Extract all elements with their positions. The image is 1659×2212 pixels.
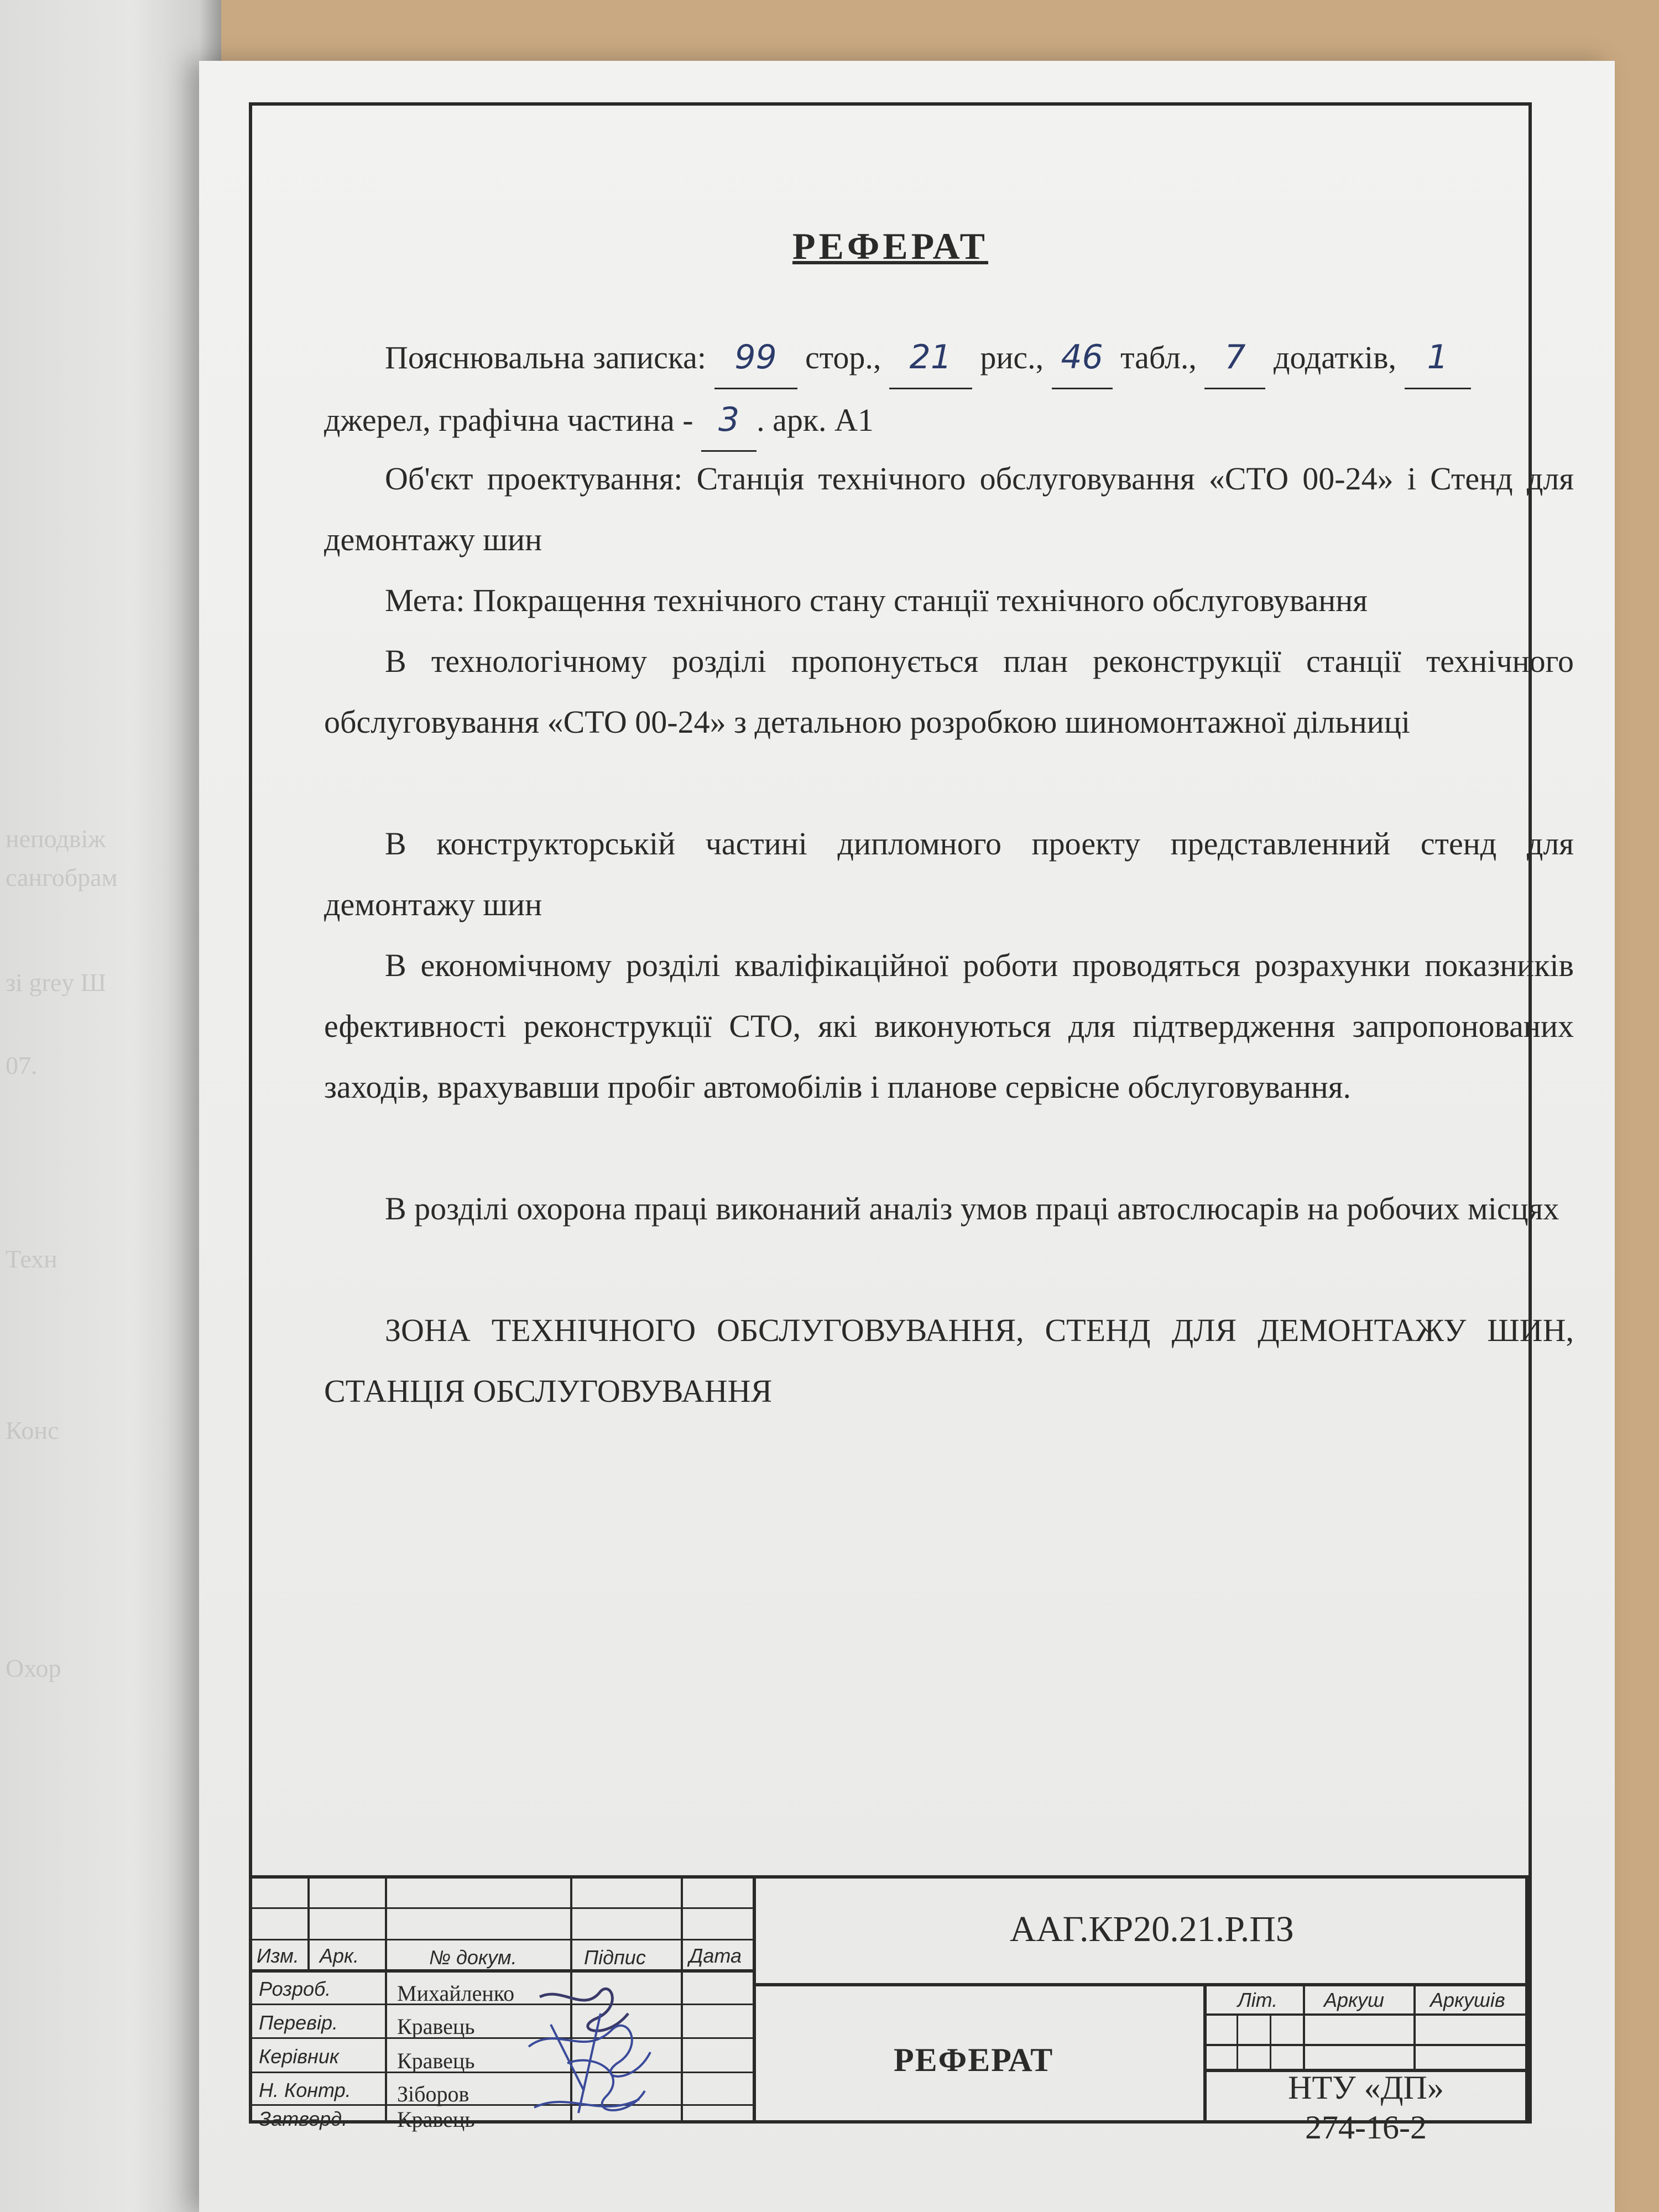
sheet-label: Аркуш — [1324, 1989, 1384, 2011]
block-title: РЕФЕРАТ — [894, 2042, 1054, 2078]
role-checker: Перевір. — [259, 2011, 338, 2034]
sheets-value: 3 — [701, 389, 757, 452]
role-approver: Затверд. — [259, 2107, 348, 2130]
lit-label: Літ. — [1238, 1989, 1278, 2011]
summary-prefix: Пояснювальна записка: — [385, 340, 706, 375]
sources-value: 1 — [1405, 327, 1471, 389]
figures-label: рис., — [980, 340, 1044, 375]
name-developer: Михайленко — [397, 1981, 515, 2006]
pages-value: 99 — [714, 327, 797, 389]
tables-value: 46 — [1052, 327, 1113, 389]
organization-code: 274-16-2 — [1305, 2109, 1427, 2146]
header-doc-no: № докум. — [429, 1946, 517, 1969]
economic-text: В економічному розділі кваліфікаційної роботи проводяться розрахунки показників ефективності реконструкції СТО, які виконуються для підтвердження запропонованих заходів, врахувавши пробіг автомобілів і планове сервісне обслуговування. — [324, 947, 1574, 1105]
sheets-count-label: Аркушів — [1430, 1989, 1505, 2011]
name-norm-control: Зіборов — [397, 2081, 469, 2106]
title-block — [252, 1875, 1528, 2146]
sheets-label: . арк. А1 — [757, 402, 874, 438]
economic-paragraph — [324, 935, 1574, 1118]
appendices-label: додатків, — [1273, 340, 1397, 375]
header-change: Изм. — [257, 1944, 299, 1967]
technological-text: В технологічному розділі пропонується план реконструкції станції технічного обслуговування «СТО 00-24» з детальною розробкою шиномонтажної дільниці — [324, 643, 1574, 740]
handwritten-signatures — [518, 1980, 672, 2124]
name-approver: Кравець — [397, 2107, 475, 2132]
technological-paragraph — [324, 631, 1574, 753]
goal-paragraph — [324, 570, 1574, 631]
tables-label: табл., — [1120, 340, 1197, 375]
organization — [1207, 2068, 1525, 2147]
header-sheet: Арк. — [320, 1944, 359, 1967]
name-supervisor: Кравець — [397, 2048, 475, 2073]
object-paragraph — [324, 448, 1574, 570]
header-signature: Підпис — [584, 1946, 646, 1969]
goal-text: Мета: Покращення технічного стану станції технічного обслуговування — [385, 582, 1368, 618]
document-code: ААГ.КР20.21.Р.ПЗ — [1010, 1909, 1294, 1949]
page-frame — [249, 102, 1574, 2146]
figures-value: 21 — [889, 327, 972, 389]
summary-paragraph — [324, 327, 1574, 452]
facing-page: неподвіж сангобрам зі grey Ш 07. Техн Конс Охор — [0, 0, 221, 2212]
role-supervisor: Керівник — [259, 2045, 339, 2068]
safety-text: В розділі охорона праці виконаний аналіз умов праці автослюсарів на робочих місцях — [385, 1191, 1559, 1227]
keywords-text: ЗОНА ТЕХНІЧНОГО ОБСЛУГОВУВАННЯ, СТЕНД ДЛЯ ДЕМОНТАЖУ ШИН, СТАНЦІЯ ОБСЛУГОВУВАННЯ — [324, 1312, 1574, 1409]
appendices-value: 7 — [1204, 327, 1265, 389]
keywords-paragraph — [324, 1300, 1574, 1422]
object-text: Об'єкт проектування: Станція технічного обслуговування «СТО 00-24» і Стенд для демонтажу шин — [324, 461, 1574, 557]
role-developer: Розроб. — [259, 1978, 331, 2000]
pages-label: стор., — [805, 340, 881, 375]
organization-name: НТУ «ДП» — [1288, 2069, 1444, 2106]
page-title: РЕФЕРАТ — [792, 225, 988, 267]
document-page — [199, 61, 1615, 2212]
design-text: В конструкторській частині дипломного проекту представленний стенд для демонтажу шин — [324, 826, 1574, 922]
safety-paragraph — [324, 1178, 1574, 1239]
sources-label: джерел, графічна частина - — [324, 402, 693, 438]
name-checker: Кравець — [397, 2014, 475, 2039]
role-norm-control: Н. Контр. — [259, 2079, 351, 2101]
header-date: Дата — [689, 1944, 742, 1967]
design-paragraph — [324, 813, 1574, 935]
